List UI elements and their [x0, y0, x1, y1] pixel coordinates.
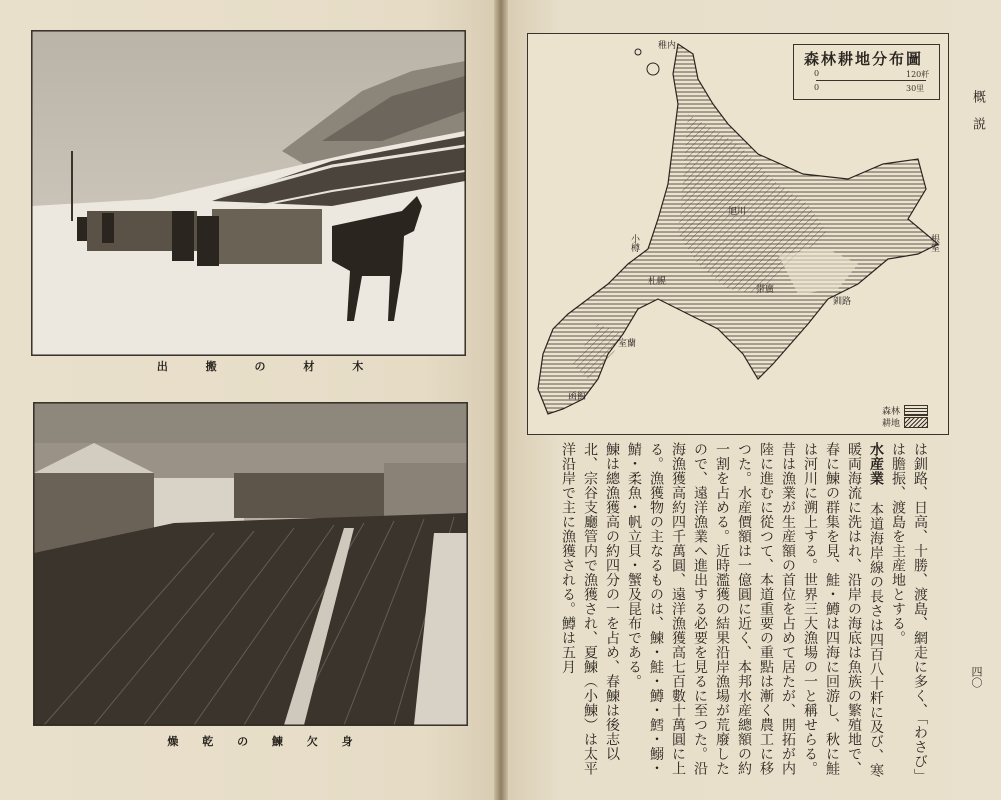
- scale-bar: [816, 80, 926, 81]
- caption-char: 搬: [205, 360, 217, 373]
- scale-km: 120粁: [906, 70, 930, 79]
- caption-char: 鰊: [271, 735, 283, 748]
- legend-forest-label: 森林: [881, 406, 900, 417]
- caption-char: 材: [303, 360, 315, 373]
- map-title: 森林耕地分布圖: [804, 50, 924, 68]
- label-sapporo: 札幌: [648, 277, 667, 287]
- photo-timber-hauling: [31, 30, 466, 356]
- caption-herring-drying: [140, 733, 380, 749]
- caption-timber-hauling: [130, 358, 390, 374]
- herring-drying-image: [34, 403, 467, 725]
- caption-char: 燥: [167, 735, 179, 748]
- caption-char: の: [254, 360, 266, 373]
- label-muroran: 室蘭: [618, 339, 637, 349]
- label-asahikawa: 旭川: [728, 207, 747, 217]
- legend-field-swatch: [904, 417, 928, 428]
- photo-herring-drying: [33, 402, 468, 726]
- label-otaru: 小樽: [629, 234, 639, 252]
- caption-char: 欠: [306, 735, 318, 748]
- legend-field-label: 耕地: [881, 418, 900, 429]
- label-hakodate: 函館: [568, 392, 587, 402]
- caption-char: 乾: [202, 735, 214, 748]
- caption-char: 身: [341, 735, 353, 748]
- caption-char: の: [237, 735, 249, 748]
- legend-forest: [882, 404, 928, 416]
- legend-forest-swatch: [904, 405, 928, 416]
- label-kushiro: 釧路: [833, 297, 852, 307]
- label-wakkanai: 稚内: [658, 41, 677, 51]
- map-legend: [882, 404, 928, 428]
- body-text: [479, 442, 931, 782]
- page-number: 四〇: [970, 666, 983, 688]
- paragraph-2: 本道海岸線の長さは四百八十粁に及び、寒暖両海流に洗はれ、沿岸の海底は魚族の繁殖地で、春に鰊の群集を見、鮭・鱒は四海に回游し、秋に鮭は河川に溯上する。世界三大漁場の一と稱せらる。昔は漁業が生産額の首位を占めて居たが、開拓が内陸に進むに從つて、本道重要の重點は漸く農工に移つた。水産價額は一億圓に近く、本邦水産總額の約一割を占める。近時濫獲の結果沿岸漁場が荒廢したので、遠洋漁業へ進出する必要を見るに至つた。沿海漁獲高約四千萬圓、遠洋漁獲高七百數十萬圓に上る。漁獲物の主なるものは、鰊・鮭・鱒・鱈・鰯・鯖・柔魚・帆立貝・蟹及昆布である。: [626, 442, 884, 778]
- scale-ri: 30里: [906, 84, 925, 93]
- map-title-box: [793, 44, 940, 100]
- caption-char: 出: [156, 360, 168, 373]
- paragraph-1: は釧路、日高、十勝、渡島、網走に多く、「わさび」は膽振、渡島を主産地とする。: [890, 442, 928, 776]
- legend-field: [882, 416, 928, 428]
- scale-zero-ri: 0: [814, 83, 820, 92]
- running-header: 概説: [970, 90, 985, 144]
- timber-hauling-image: [32, 31, 465, 355]
- label-obihiro: 帯廣: [756, 285, 775, 295]
- paragraph-3: 鰊は總漁獲高の約四分の一を占め、春鰊は後志以北、宗谷支廳管内で漁獲され、夏鰊（小鰊）は太平洋沿岸で主に漁獲される。鱒は五月: [560, 442, 620, 776]
- caption-char: 木: [352, 360, 364, 373]
- scale-zero-km: 0: [814, 69, 820, 78]
- label-nemuro: 根室: [929, 234, 939, 252]
- section-heading-fisheries: 水産業: [868, 442, 884, 486]
- hokkaido-map: [527, 33, 949, 435]
